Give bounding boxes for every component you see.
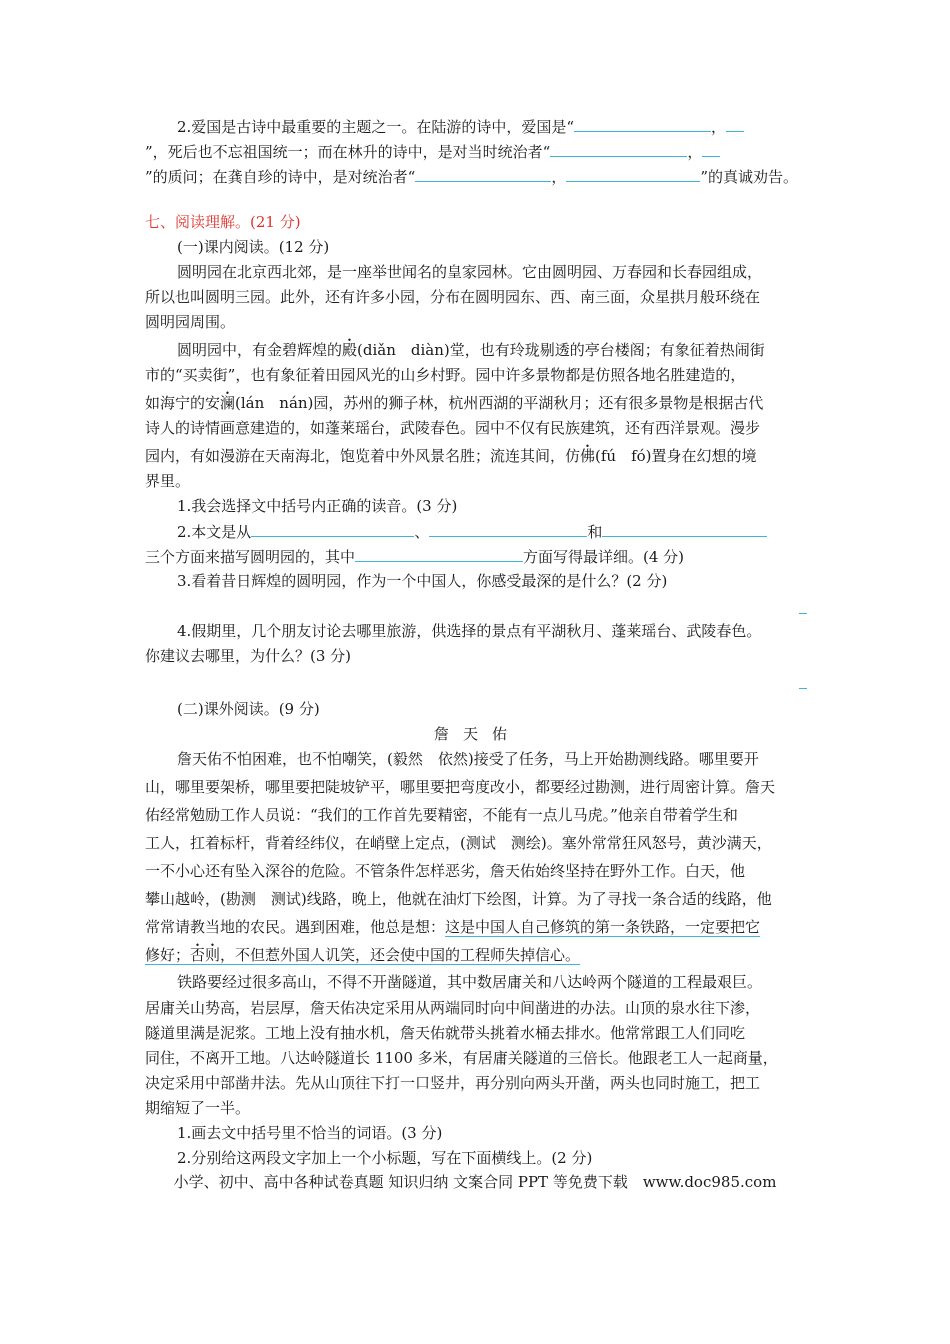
question-2-cont: 三个方面来描写圆明园的，其中 方面写得最详细。(4 分) — [145, 544, 810, 569]
passage2-line: 如海宁的安澜(lán nán)园，苏州的狮子林，杭州西湖的平湖秋月；还有很多景物是根据古代 — [145, 394, 764, 412]
answer-blank[interactable] — [574, 114, 711, 132]
passage1-line: 所以也叫圆明三园。此外，还有许多小园，分布在圆明园东、西、南三面，众星拱月般环绕在 — [145, 288, 761, 306]
passage2-line: 市的“买卖街”，也有象征着田园风光的山乡村野。园中许多景物都是仿照各地名胜建造的， — [145, 366, 746, 384]
answer-blank[interactable] — [429, 519, 587, 537]
dotted-char: 佛 — [580, 447, 596, 465]
story-line: 隧道里满是泥浆。工地上没有抽水机，詹天佑就带头挑着水桶去排水。他常常跟工人们同吃 — [145, 1024, 746, 1042]
passage1-line: 圆明园在北京西北郊，是一座举世闻名的皇家园林。它由圆明园、万春园和长春园组成， — [177, 263, 763, 281]
passage2-line: 园内，有如漫游在天南海北，饱览着中外风景名胜；流连其间，仿佛(fú fó)置身在幻想的境 — [145, 447, 757, 465]
story-line: 山，哪里要架桥，哪里要把陡坡铲平，哪里要把弯度改小，都要经过勘测，进行周密计算。詹天 — [145, 778, 776, 796]
worksheet-page — [145, 114, 810, 1171]
story-title: 詹天佑 — [433, 725, 521, 743]
question-4-cont: 你建议去哪里，为什么？(3 分) — [145, 647, 352, 665]
answer-blank[interactable] — [602, 519, 767, 537]
question-4: 4.假期里，几个朋友讨论去哪里旅游，供选择的景点有平湖秋月、蓬莱瑶台、武陵春色。 — [177, 622, 762, 640]
poetry-q2-line1: 2.爱国是古诗中最重要的主题之一。在陆游的诗中，爱国是“ ， — [145, 114, 810, 139]
story-line: 佑经常勉励工作人员说：“我们的工作首先要精密，不能有一点儿马虎。”他亲自带着学生和 — [145, 806, 738, 824]
passage2-line: 诗人的诗情画意建造的，如蓬莱瑶台，武陵春色。园中不仅有民族建筑，还有西洋景观。漫步 — [145, 419, 761, 437]
story-line: 常常请教当地的农民。遇到困难，他总是想：这是中国人自己修筑的第一条铁路，一定要把它 — [145, 918, 761, 936]
question-1: 1.我会选择文中括号内正确的读音。(3 分) — [177, 497, 458, 515]
answer-blank[interactable] — [726, 114, 744, 132]
answer-blank[interactable] — [702, 139, 720, 157]
answer-blank[interactable] — [355, 544, 523, 562]
dotted-char: 殿 — [342, 341, 358, 359]
answer-blank[interactable] — [550, 139, 687, 157]
story-line: 同住，不离开工地。八达岭隧道长 1100 多米，有居庸关隧道的三倍长。他跟老工人一起商量， — [145, 1049, 778, 1067]
question-6: 2.分别给这两段文字加上一个小标题，写在下面横线上。(2 分) — [177, 1149, 593, 1167]
answer-blank[interactable] — [251, 519, 414, 537]
section-7-title: 七、阅读理解。(21 分) — [145, 213, 301, 231]
question-2: 2.本文是从 、 和 — [145, 519, 810, 544]
story-line: 修好；否则，不但惹外国人讥笑，还会使中国的工程师失掉信心。 — [145, 946, 581, 964]
answer-blank[interactable] — [799, 596, 807, 614]
answer-line — [145, 669, 810, 694]
story-line: 期缩短了一半。 — [145, 1099, 251, 1117]
dotted-char: 澜 — [220, 394, 236, 412]
answer-line — [145, 594, 810, 619]
passage2-line: 界里。 — [145, 472, 191, 490]
dotted-char: 则 — [205, 946, 221, 964]
poetry-q2-line2: ”，死后也不忘祖国统一；而在林升的诗中，是对当时统治者“ ， — [145, 139, 810, 164]
passage2-line: 圆明园中，有金碧辉煌的殿(diǎn diàn)堂，也有玲珑剔透的亭台楼阁；有象征着热闹街 — [177, 341, 765, 359]
question-3: 3.看着昔日辉煌的圆明园，作为一个中国人，你感受最深的是什么？(2 分) — [177, 572, 668, 590]
footer-banner[interactable]: 小学、初中、高中各种试卷真题 知识归纳 文案合同 PPT 等免费下载 www.doc985.com — [173, 1173, 777, 1191]
answer-blank[interactable] — [799, 671, 807, 689]
passage1-line: 圆明园周围。 — [145, 313, 236, 331]
story-line: 攀山越岭，(勘测 测试)线路，晚上，他就在油灯下绘图，计算。为了寻找一条合适的线路，他 — [145, 890, 772, 908]
story-line: 工人，扛着标杆，背着经纬仪，在峭壁上定点，(测试 测绘)。塞外常常狂风怒号，黄沙满天， — [145, 834, 772, 852]
story-line: 铁路要经过很多高山，不得不开凿隧道，其中数居庸关和八达岭两个隧道的工程最艰巨。 — [177, 973, 763, 991]
part2-title: (二)课外阅读。(9 分) — [177, 700, 320, 718]
story-line: 詹天佑不怕困难，也不怕嘲笑，(毅然 依然)接受了任务，马上开始勘测线路。哪里要开 — [177, 750, 759, 768]
dotted-char: 否 — [190, 946, 206, 964]
story-line: 决定采用中部凿井法。先从山顶往下打一口竖井，再分别向两头开凿，两头也同时施工，把工 — [145, 1074, 761, 1092]
question-5: 1.画去文中括号里不恰当的词语。(3 分) — [177, 1124, 443, 1142]
part1-title: (一)课内阅读。(12 分) — [177, 238, 330, 256]
poetry-q2-line3: ”的质问；在龚自珍的诗中，是对统治者“ ， ”的真诚劝告。 — [145, 164, 810, 189]
story-line: 居庸关山势高，岩层厚，詹天佑决定采用从两端同时向中间凿进的办法。山顶的泉水往下渗， — [145, 999, 761, 1017]
answer-blank[interactable] — [415, 164, 551, 182]
underlined-sentence: 这是中国人自己修筑的第一条铁路，一定要把它 — [445, 918, 761, 936]
answer-blank[interactable] — [566, 164, 700, 182]
story-line: 一不小心还有坠入深谷的危险。不管条件怎样恶劣，詹天佑始终坚持在野外工作。白天，他 — [145, 862, 746, 880]
